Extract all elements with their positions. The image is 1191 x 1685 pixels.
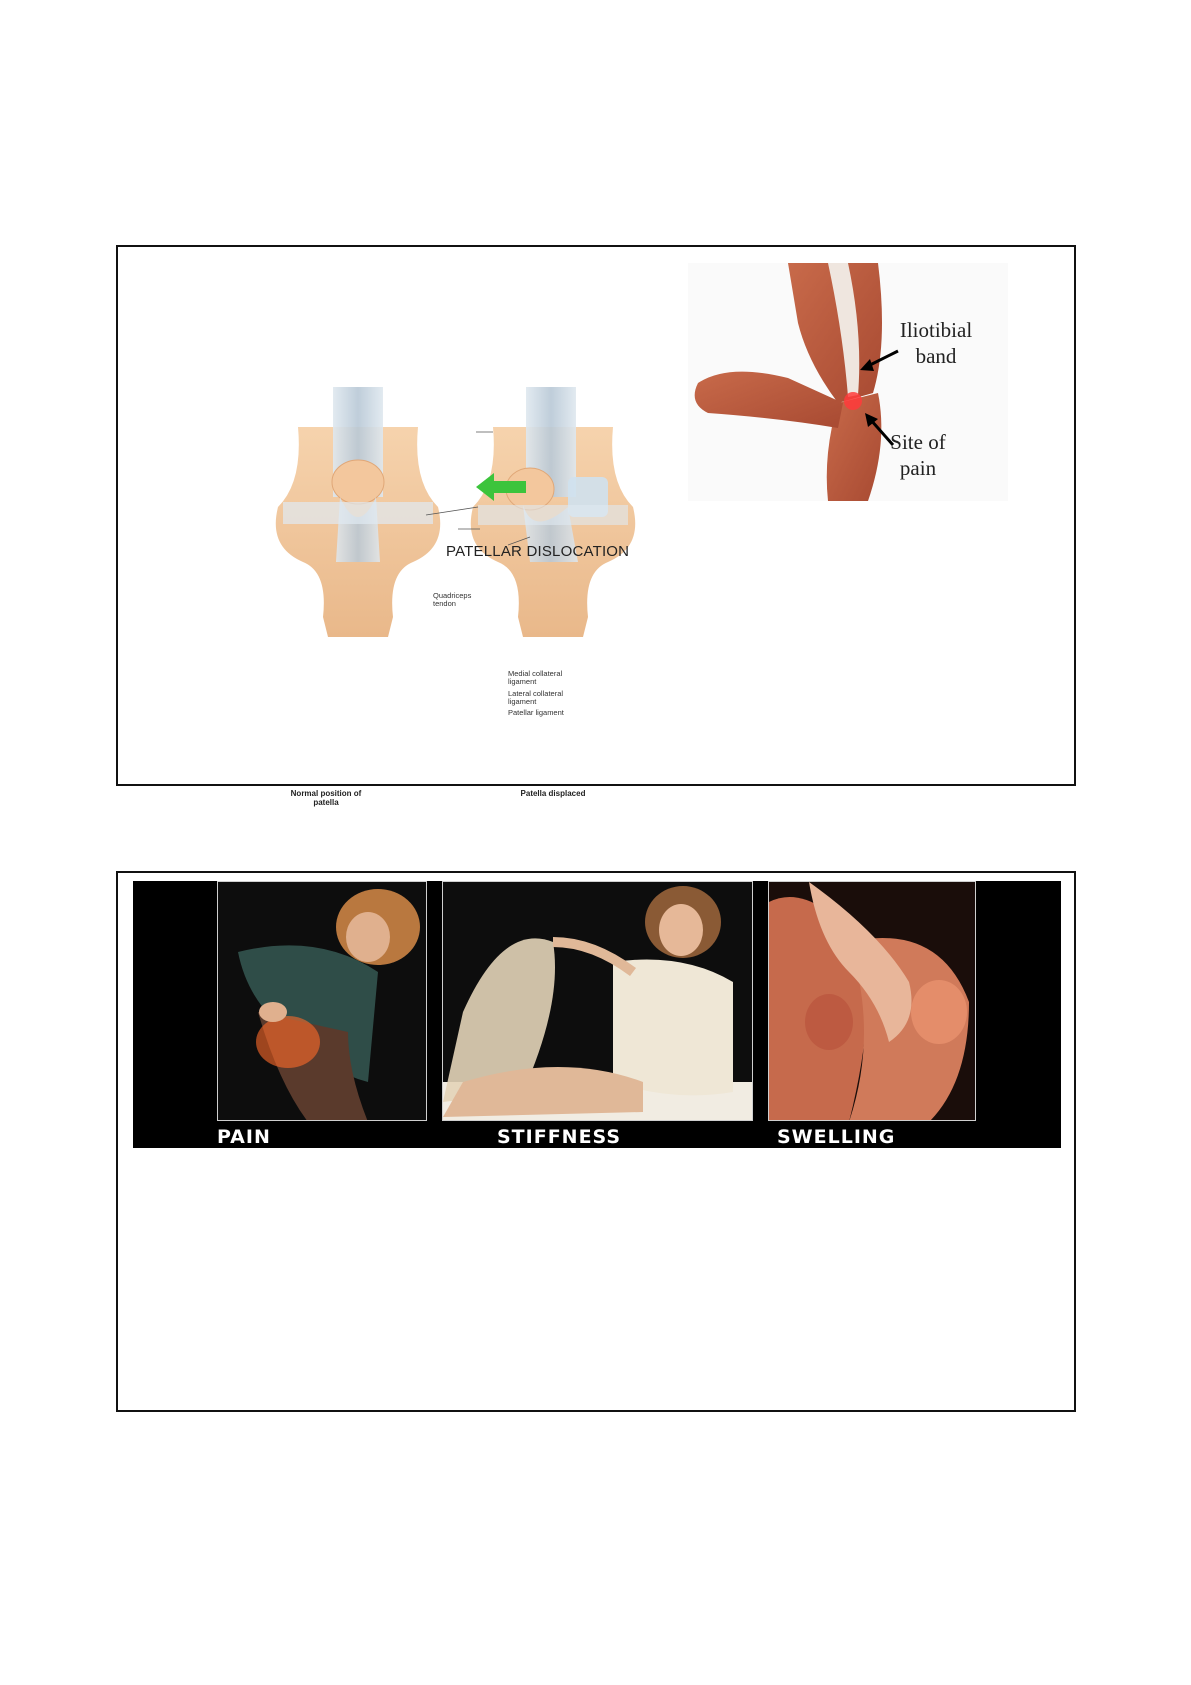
slide-symptoms bbox=[116, 871, 1076, 1412]
medial-collateral-label: Medial collateral ligament bbox=[508, 669, 563, 686]
symptom-label-swelling: SWELLING bbox=[777, 1126, 896, 1148]
leg-muscle-illustration bbox=[688, 263, 1008, 501]
lateral-collateral-label: Lateral collateral ligament bbox=[508, 689, 564, 706]
symptom-label-stiffness: STIFFNESS bbox=[497, 1126, 622, 1148]
patellar-ligament-label: Patellar ligament bbox=[508, 708, 564, 717]
normal-caption: Normal position of patella bbox=[290, 789, 362, 807]
quadriceps-label: Quadriceps tendon bbox=[433, 591, 472, 608]
site-of-pain-label: Site of pain bbox=[890, 430, 946, 480]
knee-illustration bbox=[268, 387, 688, 667]
iliotibial-band-figure bbox=[688, 263, 1008, 501]
swelling-photo bbox=[768, 881, 976, 1121]
displaced-caption: Patella displaced bbox=[520, 789, 586, 798]
symptom-label-pain: PAIN bbox=[217, 1126, 271, 1148]
patellar-dislocation-figure bbox=[268, 387, 688, 807]
iliotibial-band-label: Iliotibial band bbox=[899, 318, 973, 368]
symptoms-banner bbox=[133, 881, 1061, 1148]
displaced-knee bbox=[471, 387, 635, 637]
pain-photo bbox=[217, 881, 427, 1121]
stiffness-photo bbox=[442, 881, 753, 1121]
normal-knee bbox=[276, 387, 440, 637]
patellar-title: PATELLAR DISLOCATION bbox=[446, 543, 630, 560]
slide-patellar-itb bbox=[116, 245, 1076, 807]
